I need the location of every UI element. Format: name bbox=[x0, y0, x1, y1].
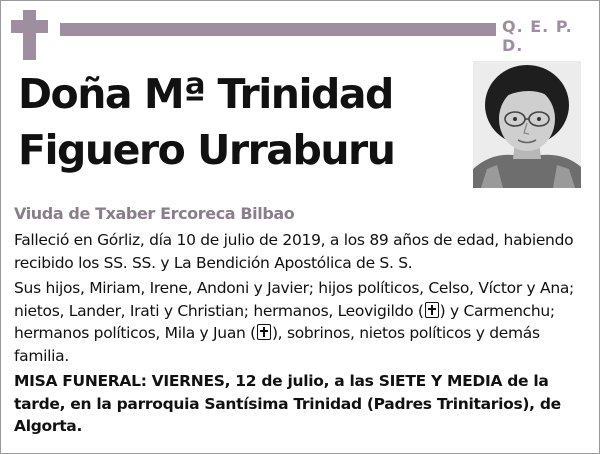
portrait-image bbox=[473, 61, 581, 188]
family-text-1: Sus hijos, Miriam, Irene, Andoni y Javier; hijos políticos, Celso, Víctor y Ana; nietos, Lander, Irati y Christian; hermanos, Leovigildo ( bbox=[14, 279, 574, 320]
family-text-3: ), sobrinos, nietos políticos y demás familia. bbox=[14, 324, 540, 365]
obituary-body bbox=[14, 229, 590, 441]
widow-subtitle: Viuda de Txaber Ercoreca Bilbao bbox=[14, 204, 295, 223]
funeral-mass-paragraph: MISA FUNERAL: VIERNES, 12 de julio, a las SIETE Y MEDIA de la tarde, en la parroquia Santísima Trinidad (Padres Trinitarios), de Algorta. bbox=[14, 372, 561, 435]
cross-icon bbox=[425, 302, 439, 318]
cross-horizontal-bar bbox=[11, 20, 48, 33]
header-divider-bar bbox=[60, 23, 496, 36]
portrait-photo bbox=[473, 61, 581, 188]
family-paragraph bbox=[14, 277, 590, 367]
name-line-1: Doña Mª Trinidad bbox=[18, 70, 393, 118]
cross-icon bbox=[257, 324, 271, 340]
death-notice-paragraph: Falleció en Górliz, día 10 de julio de 2019, a los 89 años de edad, habiendo recibido los SS. SS. y La Bendición Apostólica de S. S. bbox=[14, 231, 574, 272]
deceased-name bbox=[18, 66, 458, 178]
family-text-2: ) y Carmenchu; hermanos políticos, Mila y Juan ( bbox=[14, 301, 555, 342]
cross-vertical-bar bbox=[23, 10, 36, 60]
name-line-2: Figuero Urraburu bbox=[18, 126, 395, 174]
qepd-label: Q. E. P. D. bbox=[502, 17, 573, 55]
